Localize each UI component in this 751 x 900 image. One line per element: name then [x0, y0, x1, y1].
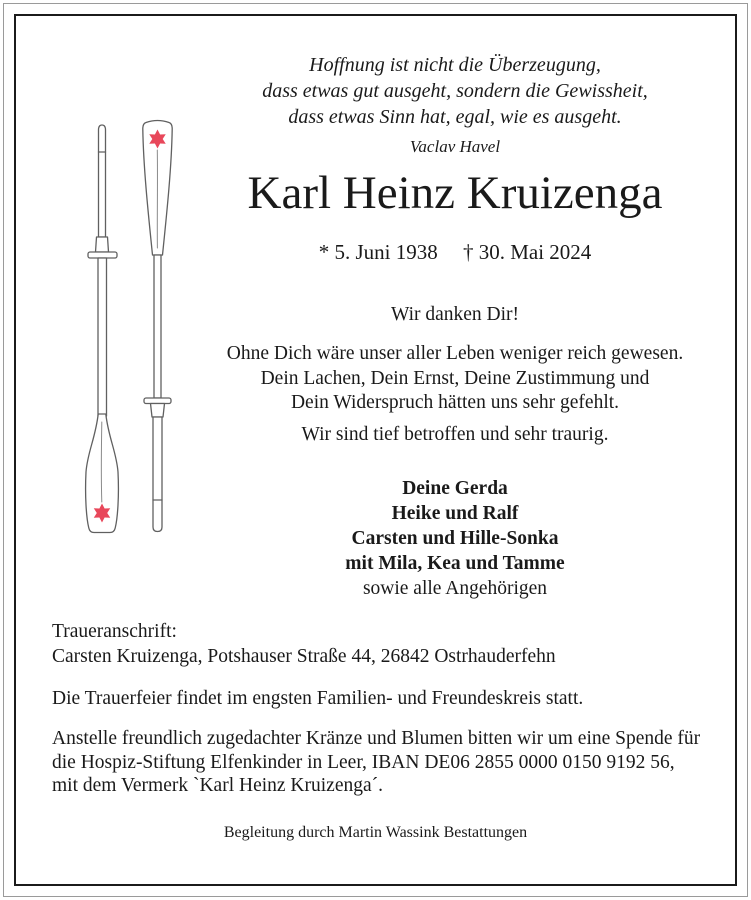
thanks-line: Wir danken Dir!	[390, 304, 520, 325]
grief-line: Wir sind tief betroffen und sehr traurig.	[301, 424, 609, 445]
tribute-line: Ohne Dich wäre unser aller Leben weniger reich gewesen.	[226, 343, 684, 364]
tribute-paragraph	[180, 342, 730, 416]
quote-line: dass etwas Sinn hat, egal, wie es ausgeht.	[288, 106, 622, 128]
donation-line: Anstelle freundlich zugedachter Kränze und Blumen bitten wir um eine Spende für	[52, 728, 701, 749]
quote-line: dass etwas gut ausgeht, sondern die Gewissheit,	[262, 80, 648, 102]
deceased-name: Karl Heinz Kruizenga	[247, 167, 663, 219]
right-oar-collar	[151, 404, 165, 418]
quote-attribution: Vaclav Havel	[409, 137, 501, 156]
mourner-line: mit Mila, Kea und Tamme	[345, 553, 565, 574]
death-date: † 30. Mai 2024	[462, 240, 592, 264]
rowing-oars-illustration	[78, 116, 178, 546]
mourner-line: Carsten und Hille-Sonka	[351, 528, 559, 549]
left-oar-lower-shaft	[98, 258, 107, 416]
mourner-line: Heike und Ralf	[391, 503, 519, 524]
mourning-address-block	[52, 619, 556, 669]
right-oar-handle-shaft	[153, 417, 162, 532]
left-oar-collar	[96, 237, 109, 252]
life-dates	[180, 240, 730, 264]
tribute-line: Dein Widerspruch hätten uns sehr gefehlt.	[290, 392, 620, 413]
mourners-closing: sowie alle Angehörigen	[362, 578, 548, 599]
right-oar-upper-shaft	[154, 255, 161, 398]
donation-line: die Hospiz-Stiftung Elfenkinder in Leer, IBAN DE06 2855 0000 0150 9192 56,	[52, 751, 675, 773]
oar-outlines	[86, 121, 173, 533]
funeral-home-credit: Begleitung durch Martin Wassink Bestattungen	[223, 824, 528, 841]
donation-line: mit dem Vermerk `Karl Heinz Kruizenga´.	[52, 775, 384, 796]
tribute-line: Dein Lachen, Dein Ernst, Deine Zustimmung und	[260, 367, 650, 389]
mourner-line: Deine Gerda	[402, 478, 508, 499]
address-line: Carsten Kruizenga, Potshauser Straße 44, 26842 Ostrhauderfehn	[52, 646, 556, 667]
right-oar-flange	[144, 398, 171, 404]
left-oar-handle-shaft	[99, 125, 106, 237]
quote-block	[180, 52, 730, 160]
birth-date: * 5. Juni 1938	[318, 240, 438, 264]
left-oar-flange	[88, 252, 117, 258]
mourners-block	[180, 476, 730, 601]
donation-note	[52, 727, 700, 798]
address-label: Traueranschrift:	[52, 621, 177, 642]
ceremony-note: Die Trauerfeier findet im engsten Familien- und Freundeskreis statt.	[52, 688, 584, 709]
quote-line: Hoffnung ist nicht die Überzeugung,	[309, 54, 601, 76]
